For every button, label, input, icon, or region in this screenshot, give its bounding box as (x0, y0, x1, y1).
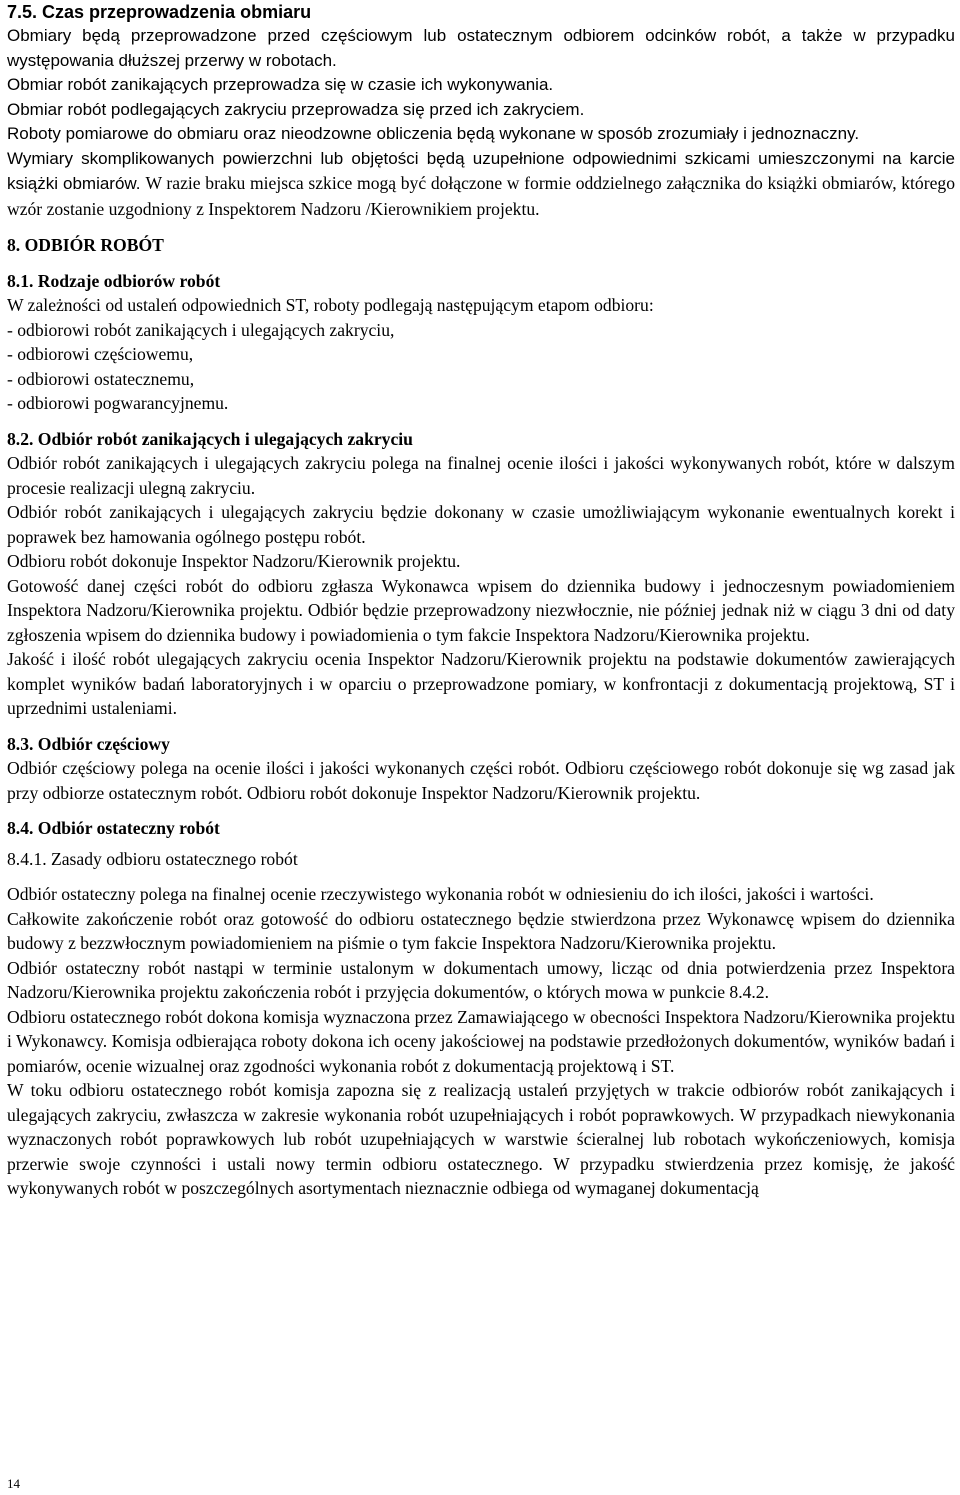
paragraph: Gotowość danej części robót do odbioru zgłasza Wykonawca wpisem do dziennika budowy i jednoczesnym powiadomieniem Inspektora Nadzoru/Kierownika projektu. Odbiór będzie przeprowadzony niezwłocznie, nie później jednak niż w ciągu 3 dni od daty zgłoszenia wpisem do dziennika budowy i powiadomienia o tym fakcie Inspektora Nadzoru/Kierownika projektu. (7, 575, 955, 645)
paragraph: Odbiór robót zanikających i ulegających zakryciu polega na finalnej ocenie ilości i jakości wykonywanych robót, które w dalszym procesie realizacji ulegną zakryciu. (7, 453, 955, 498)
section-8-4-1-heading: 8.4.1. Zasady odbioru ostatecznego robót (7, 848, 298, 869)
paragraph: Jakość i ilość robót ulegających zakryciu ocenia Inspektor Nadzoru/Kierownik projektu na podstawie dokumentów zawierających komplet wyników badań laboratoryjnych i w oparciu o przeprowadzone pomiary, w konfrontacji z dokumentacją projektową, ST i uprzednimi ustaleniami. (7, 649, 955, 718)
paragraph: Odbiór robót zanikających i ulegających zakryciu będzie dokonany w czasie umożliwiającym wykonanie ewentualnych korekt i poprawek bez hamowania ogólnego postępu robót. (7, 502, 955, 547)
paragraph: W zależności od ustaleń odpowiednich ST, roboty podlegają następującym etapom odbioru: (7, 295, 654, 315)
section-7-5-heading: 7.5. Czas przeprowadzenia obmiaru (7, 2, 312, 22)
paragraph: Obmiar robót zanikających przeprowadza się w czasie ich wykonywania. (7, 75, 554, 94)
paragraph: Odbiór ostateczny robót nastąpi w terminie ustalonym w dokumentach umowy, licząc od dnia potwierdzenia przez Inspektora Nadzoru/Kierownika projektu zakończenia robót i przyjęcia dokumentów, o których mowa w punkcie 8.4.2. (7, 957, 955, 1002)
list-item: - odbiorowi częściowemu, (7, 344, 194, 364)
paragraph: Roboty pomiarowe do obmiaru oraz nieodzowne obliczenia będą wykonane w sposób zrozumiały i jednoznaczny. (7, 124, 860, 143)
list-item: - odbiorowi ostatecznemu, (7, 368, 195, 389)
section-8-heading: 8. ODBIÓR ROBÓT (7, 235, 164, 255)
paragraph: Obmiary będą przeprowadzone przed częściowym lub ostatecznym odbiorem odcinków robót, a także w przypadku występowania dłuższej przerwy w robotach. (7, 26, 955, 70)
paragraph: Odbiór ostateczny polega na finalnej ocenie rzeczywistego wykonania robót w odniesieniu do ich ilości, jakości i wartości. (7, 884, 874, 904)
paragraph: W toku odbioru ostatecznego robót komisja zapozna się z realizacją ustaleń przyjętych w trakcie odbiorów robót zanikających i ulegających zakryciu, zwłaszcza w zakresie wykonania robót uzupełniających i robót poprawkowych. W przypadkach niewykonania wyznaczonych robót poprawkowych lub robót uzupełniających w warstwie ścieralnej lub robotach wykończeniowych, komisja przerwie swoje czynności i ustali nowy termin odbioru ostatecznego. W przypadku stwierdzenia przez komisję, że jakość wykonywanych robót w poszczególnych asortymentach nieznacznie odbiega od wymaganej dokumentacją (7, 1080, 955, 1198)
paragraph: Odbiór częściowy polega na ocenie ilości i jakości wykonanych części robót. Odbioru częściowego robót dokonuje się wg zasad jak przy odbiorze ostatecznym robót. Odbioru robót dokonuje Inspektor Nadzoru/Kierownik projektu. (7, 758, 955, 803)
section-8-4-heading: 8.4. Odbiór ostateczny robót (7, 818, 220, 838)
paragraph: Obmiar robót podlegających zakryciu przeprowadza się przed ich zakryciem. (7, 99, 585, 119)
paragraph (7, 147, 955, 223)
section-8-2-heading: 8.2. Odbiór robót zanikających i ulegających zakryciu (7, 428, 413, 449)
paragraph: Odbioru ostatecznego robót dokona komisja wyznaczona przez Zamawiającego w obecności Inspektora Nadzoru/Kierownika projektu i Wykonawcy. Komisja odbierająca roboty dokona ich oceny jakościowej na podstawie przedłożonych dokumentów, wyników badań i pomiarów, ocenie wizualnej oraz zgodności wykonania robót z dokumentacją projektową i ST. (7, 1006, 955, 1076)
paragraph: Odbioru robót dokonuje Inspektor Nadzoru/Kierownik projektu. (7, 551, 461, 571)
paragraph: Całkowite zakończenie robót oraz gotowość do odbioru ostatecznego będzie stwierdzona przez Wykonawcę wpisem do dziennika budowy z bezzwłocznym powiadomieniem na piśmie o tym fakcie Inspektora Nadzoru/Kierownika projektu. (7, 908, 955, 953)
list-item: - odbiorowi pogwarancyjnemu. (7, 393, 229, 413)
paragraph-part: Wymiary skomplikowanych powierzchni lub objętości będą uzupełnione odpowiednimi szkicami umieszczonymi na karcie książki obmiarów. (7, 148, 955, 193)
page-number: 14 (7, 1476, 20, 1491)
list-item: - odbiorowi robót zanikających i ulegających zakryciu, (7, 319, 395, 340)
document-body (7, 0, 955, 1201)
section-8-3-heading: 8.3. Odbiór częściowy (7, 733, 170, 754)
section-8-1-heading: 8.1. Rodzaje odbiorów robót (7, 270, 221, 291)
paragraph-part: W razie braku miejsca szkice mogą być dołączone w formie oddzielnego załącznika do książki obmiarów, którego wzór zostanie uzgodniony z Inspektorem Nadzoru /Kierownikiem projektu. (7, 173, 955, 219)
